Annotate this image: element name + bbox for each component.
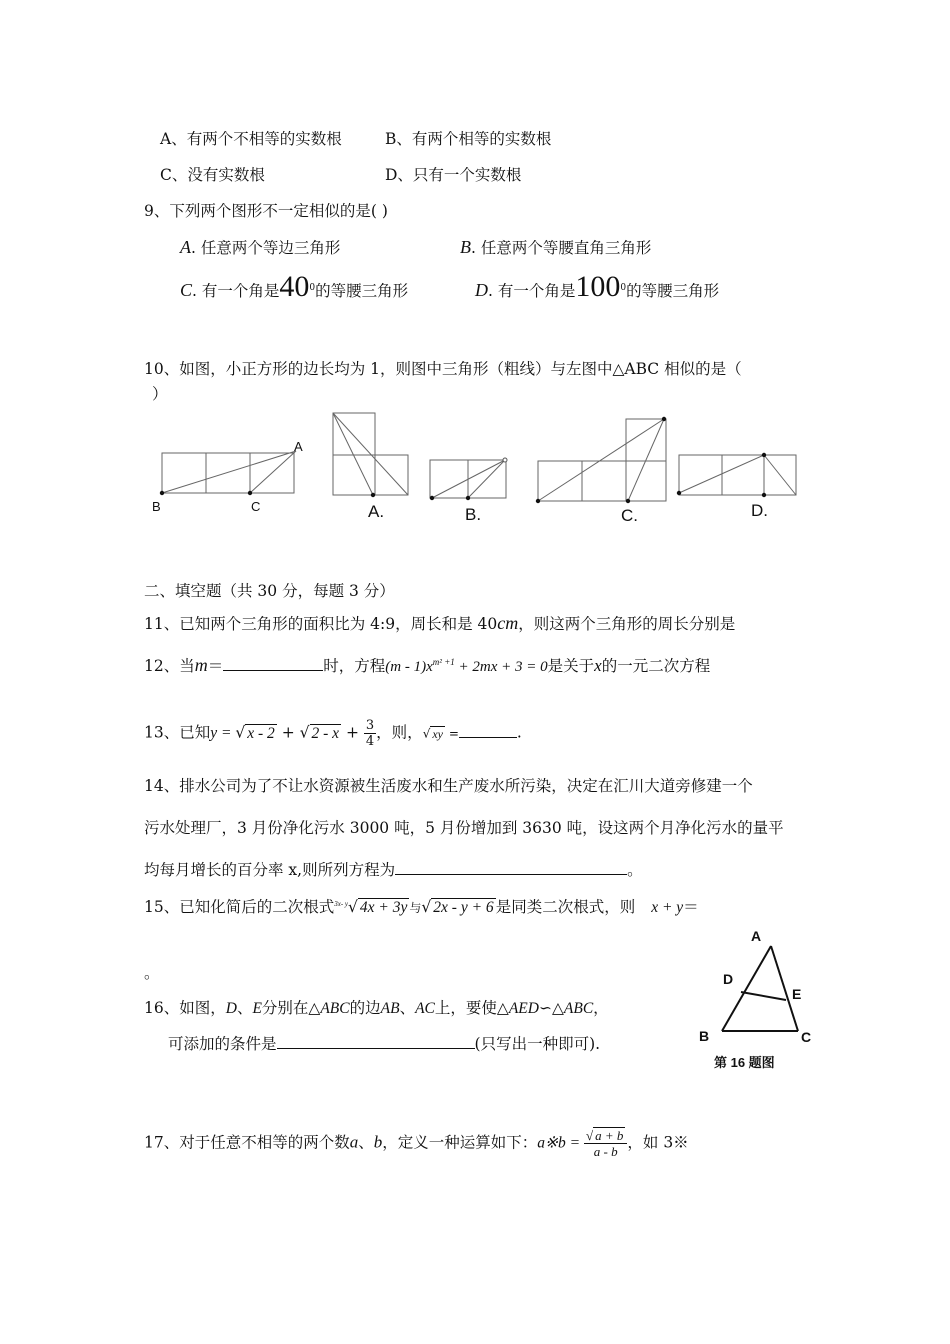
fig16-label-c: C <box>801 1029 812 1045</box>
ref-point-c <box>248 491 252 495</box>
q8-option-c: C、没有实数根 <box>160 166 265 184</box>
q15: 15、已知化简后的二次根式$^{3x- y}$√ 4x + 3y 与√ 2x - y + 6 是同类二次根式，则 x + y＝ <box>144 898 699 916</box>
q16-answer-blank <box>277 1034 475 1049</box>
q9-option-a: A. 任意两个等边三角形 <box>180 237 341 257</box>
q9-option-b: B. 任意两个等腰直角三角形 <box>460 237 652 257</box>
q13-answer-blank <box>459 723 517 738</box>
fig-label-c: C. <box>621 506 638 525</box>
q11: 11、已知两个三角形的面积比为 4:9，周长和是 40cm，则这两个三角形的周长分别是 <box>144 613 736 633</box>
ref-label-a: A <box>294 439 303 454</box>
q14-line2: 污水处理厂，3 月份净化污水 3000 吨，5 月份增加到 3630 吨，设这两个月净化污水的量平 <box>144 819 784 837</box>
q13: 13、已知y = √ x - 2 + √ 2 - x + $\frac{3}{4}$ ，则，√ xy = . <box>144 718 522 749</box>
fig-label-a: A. <box>368 502 385 521</box>
fig16-label-b: B <box>699 1028 710 1044</box>
q14-answer-blank <box>395 860 627 875</box>
ref-label-b: B <box>152 499 161 514</box>
fig16-label-d: D <box>723 971 734 987</box>
q10-figure-a <box>333 413 408 495</box>
q12: 12、当m＝ 时，方程$(m - 1)x^{m^2 +1} + 2mx + 3 = 0$是关于x的一元二次方程 <box>144 655 711 675</box>
fig16-label-e: E <box>792 986 802 1002</box>
fig16-caption: 第 16 题图 <box>714 1055 775 1070</box>
q10-figure-b <box>430 460 506 498</box>
q8-option-d: D、只有一个实数根 <box>385 166 522 184</box>
q9-option-c: C. 有一个角是$40^0$的等腰三角形 <box>180 270 409 303</box>
q10-figure-d <box>679 455 796 495</box>
segment-de <box>741 992 786 1000</box>
fig-label-d: D. <box>751 501 768 520</box>
q8-option-a: A、有两个不相等的实数根 <box>160 130 342 148</box>
q14-line3: 均每月增长的百分率 x,则所列方程为 。 <box>144 861 643 879</box>
q10-figures <box>140 405 820 530</box>
q9-option-d: D. 有一个角是$100^0$的等腰三角形 <box>475 270 720 303</box>
q10-stem-line2: ） <box>152 385 168 403</box>
q12-answer-blank <box>223 656 323 671</box>
q16-triangle-figure <box>694 924 824 1076</box>
section2-title: 二、填空题（共 30 分，每题 3 分） <box>144 582 395 600</box>
q10-reference-figure <box>162 451 296 493</box>
triangle-side-ab <box>722 946 771 1031</box>
q16-line1: 16、如图，D、E分别在△ABC的边AB、AC上，要使△AED∽△ABC， <box>144 999 609 1017</box>
q14-line1: 14、排水公司为了不让水资源被生活废水和生产废水所污染，决定在汇川大道旁修建一个 <box>144 777 753 795</box>
q17: 17、对于任意不相等的两个数a、b，定义一种运算如下：a※b = $\frac{√ a + b}{a - b}$ ，如 3※ <box>144 1128 689 1159</box>
ref-point-b <box>160 491 164 495</box>
fig16-label-a: A <box>751 928 762 944</box>
q15-end: 。 <box>144 964 160 982</box>
ref-label-c: C <box>251 499 261 514</box>
q10-figure-c <box>538 419 666 501</box>
q10-stem-line1: 10、如图，小正方形的边长均为 1，则图中三角形（粗线）与左图中△ABC 相似的是（ <box>144 360 742 378</box>
q9-stem: 9、下列两个图形不一定相似的是( ) <box>144 202 388 220</box>
fig-label-b: B. <box>465 505 482 524</box>
q8-option-b: B、有两个相等的实数根 <box>385 130 552 148</box>
q16-line2: 可添加的条件是 (只写出一种即可). <box>168 1035 601 1053</box>
